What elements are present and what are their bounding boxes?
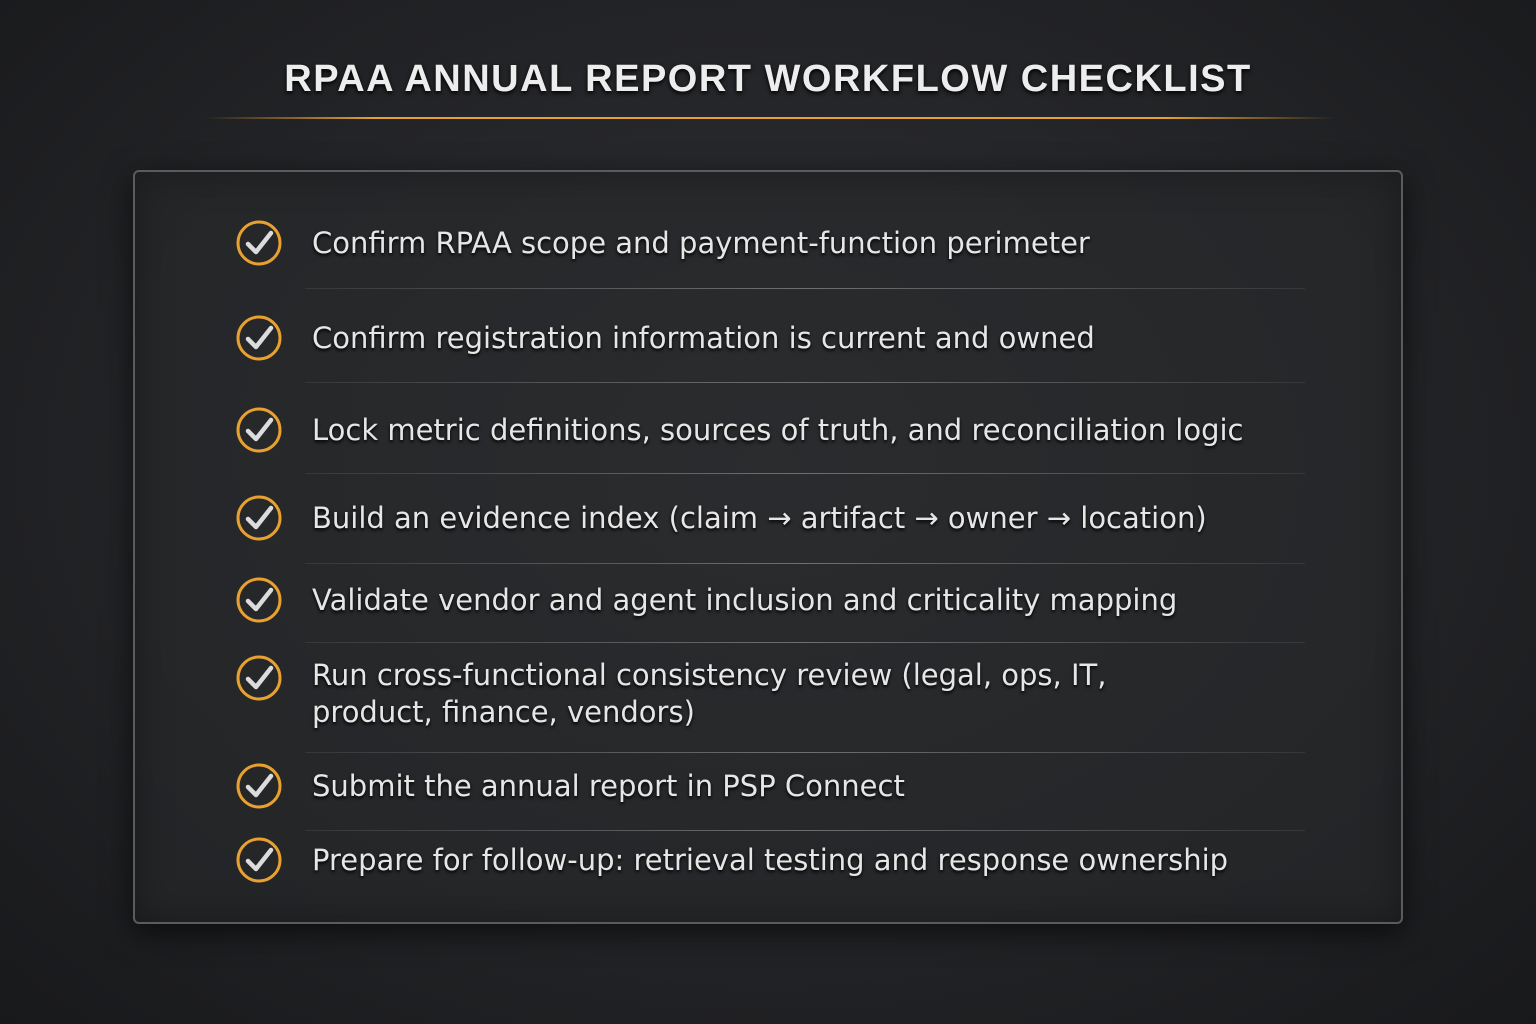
check-circle-icon[interactable] [236,577,282,623]
checklist-item[interactable] [236,220,1316,266]
checklist-item[interactable] [236,763,1316,809]
check-circle-icon[interactable] [236,315,282,361]
check-circle-icon[interactable] [236,220,282,266]
divider [305,563,1305,564]
check-circle-icon[interactable] [236,763,282,809]
check-circle-icon[interactable] [236,407,282,453]
checklist-item-label: Prepare for follow-up: retrieval testing and response ownership [312,842,1229,877]
check-circle-icon[interactable] [236,655,282,701]
page-title: RPAA ANNUAL REPORT WORKFLOW CHECKLIST [284,58,1252,100]
divider [305,752,1305,753]
checklist-item-label: Submit the annual report in PSP Connect [312,768,905,803]
checklist-item-label: Validate vendor and agent inclusion and criticality mapping [312,582,1178,617]
check-circle-icon[interactable] [236,495,282,541]
check-circle-icon[interactable] [236,837,282,883]
checklist-panel [133,170,1403,924]
divider [305,288,1305,289]
divider [305,830,1305,831]
checklist-item[interactable] [236,837,1316,883]
checklist-item[interactable] [236,495,1316,541]
checklist-item[interactable] [236,315,1316,361]
checklist-item[interactable] [236,407,1316,453]
checklist-item-label: Lock metric definitions, sources of truth, and reconciliation logic [312,412,1244,447]
checklist-item-label: Confirm RPAA scope and payment-function perimeter [312,225,1090,260]
title-underline [205,117,1335,119]
checklist-item[interactable] [236,577,1316,623]
checklist-item-label: Build an evidence index (claim → artifact → owner → location) [312,500,1207,535]
checklist-item[interactable] [236,655,1316,731]
divider [305,642,1305,643]
checklist-item-label: Run cross-functional consistency review (legal, ops, IT, product, finance, vendors) [312,658,1107,729]
checklist-item-label: Confirm registration information is current and owned [312,320,1095,355]
divider [305,473,1305,474]
divider [305,382,1305,383]
